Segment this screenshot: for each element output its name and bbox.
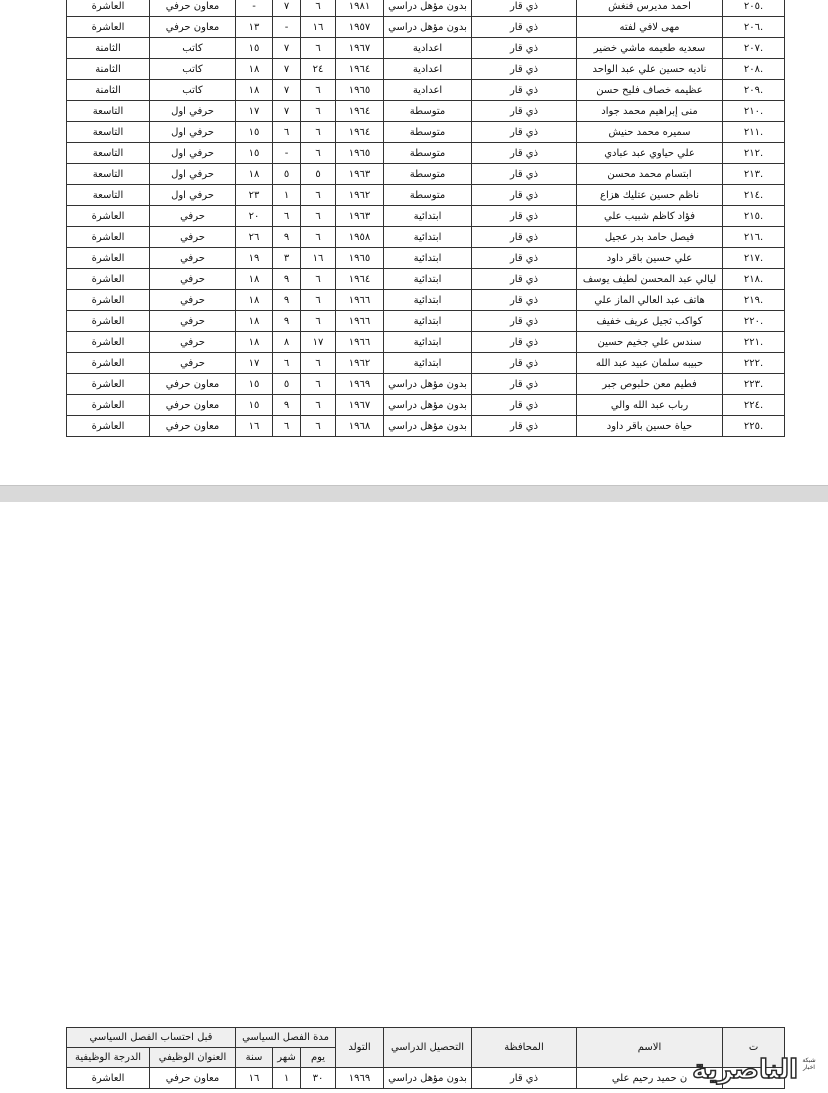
cell-months: - [273, 17, 301, 38]
cell-days: ٦ [301, 122, 336, 143]
cell-name: مهى لافي لفته [577, 17, 723, 38]
cell-index: ٢٠٦. [723, 17, 785, 38]
cell-grade: التاسعة [67, 185, 150, 206]
cell-months: ٧ [273, 59, 301, 80]
cell-grade: الثامنة [67, 59, 150, 80]
cell-education: بدون مؤهل دراسي [384, 374, 472, 395]
cell-days: ٦ [301, 269, 336, 290]
cell-name: ناظم حسين عتليك هزاع [577, 185, 723, 206]
cell-months: ٧ [273, 38, 301, 59]
cell-education: بدون مؤهل دراسي [384, 395, 472, 416]
cell-months: ٧ [273, 101, 301, 122]
watermark-text: الناصرية [692, 1055, 798, 1085]
cell-years: ١٨ [236, 332, 273, 353]
cell-birth-year: ١٩٦٤ [336, 269, 384, 290]
table-row [67, 101, 785, 122]
cell-job-title: حرفي اول [150, 185, 236, 206]
employees-table [66, 0, 785, 437]
table-row [67, 311, 785, 332]
cell-grade: العاشرة [67, 206, 150, 227]
cell-governorate: ذي قار [472, 101, 577, 122]
cell-days: ٥ [301, 164, 336, 185]
cell-grade: التاسعة [67, 164, 150, 185]
cell-days: ٦ [301, 185, 336, 206]
cell-index: ٢١٠. [723, 101, 785, 122]
cell-years: ١٨ [236, 164, 273, 185]
document-page-bottom [0, 502, 828, 1085]
cell-months: ٣ [273, 248, 301, 269]
cell-grade: العاشرة [67, 332, 150, 353]
cell-education: ابتدائية [384, 353, 472, 374]
cell-index: ٢٢١. [723, 332, 785, 353]
cell-education: اعدادية [384, 80, 472, 101]
cell-governorate: ذي قار [472, 269, 577, 290]
cell-index: ٢٢٥. [723, 416, 785, 437]
cell-birth-year: ١٩٦٦ [336, 311, 384, 332]
cell-name: فيصل حامد بدر عجيل [577, 227, 723, 248]
header-education: التحصيل الدراسي [384, 1028, 472, 1068]
cell-years: ٢٠ [236, 206, 273, 227]
table-row [67, 227, 785, 248]
cell-days: ٦ [301, 0, 336, 17]
cell-birth-year: ١٩٥٨ [336, 227, 384, 248]
cell-index: ٢٠٨. [723, 59, 785, 80]
table-row [67, 122, 785, 143]
cell-name: حبيبه سلمان عبيد عبد الله [577, 353, 723, 374]
cell-months: ٥ [273, 164, 301, 185]
cell-index: ٢٢٤. [723, 395, 785, 416]
cell-months: ٩ [273, 395, 301, 416]
table-row [67, 395, 785, 416]
header-dismissal-duration: مدة الفصل السياسي [236, 1028, 336, 1048]
cell-governorate: ذي قار [472, 248, 577, 269]
table-row [67, 0, 785, 17]
watermark-subtext: شبكة اخبار [802, 1057, 816, 1071]
cell-days: ٦ [301, 374, 336, 395]
header-index: ت [723, 1028, 785, 1068]
cell-birth-year: ١٩٨١ [336, 0, 384, 17]
cell-birth-year: ١٩٦٧ [336, 38, 384, 59]
cell-job-title: معاون حرفي [150, 1068, 236, 1089]
employees-table-body [67, 0, 785, 437]
cell-index: ٢٠٧. [723, 38, 785, 59]
page-separator [0, 485, 828, 503]
cell-grade: العاشرة [67, 311, 150, 332]
cell-name: ليالي عبد المحسن لطيف يوسف [577, 269, 723, 290]
cell-grade: العاشرة [67, 269, 150, 290]
cell-days: ٢٤ [301, 59, 336, 80]
cell-grade: العاشرة [67, 374, 150, 395]
cell-education: متوسطة [384, 164, 472, 185]
cell-birth-year: ١٩٦٢ [336, 185, 384, 206]
cell-education: متوسطة [384, 143, 472, 164]
cell-job-title: كاتب [150, 38, 236, 59]
cell-grade: العاشرة [67, 227, 150, 248]
cell-job-title: حرفي [150, 206, 236, 227]
cell-birth-year: ١٩٦٩ [336, 1068, 384, 1089]
cell-birth-year: ١٩٥٧ [336, 17, 384, 38]
cell-index: ٢١١. [723, 122, 785, 143]
cell-years: ٢٦ [236, 227, 273, 248]
cell-birth-year: ١٩٦٧ [336, 395, 384, 416]
cell-days: ٦ [301, 227, 336, 248]
cell-governorate: ذي قار [472, 0, 577, 17]
cell-job-title: حرفي اول [150, 122, 236, 143]
cell-index: ٢٢٣. [723, 374, 785, 395]
table-row [67, 332, 785, 353]
cell-days: ٦ [301, 416, 336, 437]
cell-years: - [236, 0, 273, 17]
table-row [67, 80, 785, 101]
cell-grade: العاشرة [67, 17, 150, 38]
cell-education: بدون مؤهل دراسي [384, 1068, 472, 1089]
cell-grade: العاشرة [67, 416, 150, 437]
table-row [67, 374, 785, 395]
cell-years: ١٥ [236, 395, 273, 416]
cell-education: بدون مؤهل دراسي [384, 0, 472, 17]
cell-job-title: حرفي [150, 290, 236, 311]
cell-days: ١٦ [301, 17, 336, 38]
cell-name: ن حميد رحيم علي [577, 1068, 723, 1089]
cell-months: ٩ [273, 227, 301, 248]
cell-index: ٢٠٥. [723, 0, 785, 17]
cell-job-title: حرفي اول [150, 101, 236, 122]
table-row [67, 206, 785, 227]
cell-education: بدون مؤهل دراسي [384, 17, 472, 38]
cell-years: ١٧ [236, 101, 273, 122]
cell-job-title: حرفي [150, 227, 236, 248]
cell-months: ١ [273, 185, 301, 206]
cell-governorate: ذي قار [472, 122, 577, 143]
cell-job-title: كاتب [150, 80, 236, 101]
cell-grade: العاشرة [67, 248, 150, 269]
cell-job-title: حرفي [150, 269, 236, 290]
cell-name: كواكب ثجيل عريف خفيف [577, 311, 723, 332]
cell-years: ١٥ [236, 143, 273, 164]
cell-months: ٩ [273, 290, 301, 311]
cell-years: ١٣ [236, 17, 273, 38]
cell-name: حياة حسين باقر داود [577, 416, 723, 437]
cell-name: فؤاد كاظم شبيب علي [577, 206, 723, 227]
cell-birth-year: ١٩٦٤ [336, 122, 384, 143]
cell-days: ٦ [301, 353, 336, 374]
cell-grade: التاسعة [67, 101, 150, 122]
table-row [67, 416, 785, 437]
cell-months: ٦ [273, 353, 301, 374]
cell-years: ١٦ [236, 416, 273, 437]
employees-table-continued [66, 1027, 785, 1089]
table-row [67, 38, 785, 59]
header-month: شهر [273, 1048, 301, 1068]
cell-days: ٦ [301, 395, 336, 416]
header-grade: الدرجة الوظيفية [67, 1048, 150, 1068]
cell-name: عظيمه خصاف فليح حسن [577, 80, 723, 101]
cell-grade: العاشرة [67, 1068, 150, 1089]
cell-governorate: ذي قار [472, 59, 577, 80]
cell-years: ٢٣ [236, 185, 273, 206]
cell-governorate: ذي قار [472, 227, 577, 248]
cell-index: ٢١٢. [723, 143, 785, 164]
cell-months: ٦ [273, 416, 301, 437]
cell-grade: العاشرة [67, 290, 150, 311]
header-name: الاسم [577, 1028, 723, 1068]
cell-months: ٦ [273, 122, 301, 143]
cell-months: ٨ [273, 332, 301, 353]
cell-governorate: ذي قار [472, 395, 577, 416]
cell-index: ٢٢٠. [723, 311, 785, 332]
header-before-political-dismissal: قبل احتساب الفصل السياسي [67, 1028, 236, 1048]
cell-name: علي حياوي عبد عبادي [577, 143, 723, 164]
cell-governorate: ذي قار [472, 332, 577, 353]
cell-years: ١٦ [236, 1068, 273, 1089]
cell-years: ١٨ [236, 290, 273, 311]
table-row [67, 248, 785, 269]
table-row [67, 1068, 785, 1089]
cell-years: ١٨ [236, 311, 273, 332]
cell-birth-year: ١٩٦٣ [336, 164, 384, 185]
cell-birth-year: ١٩٦٥ [336, 248, 384, 269]
cell-months: ٩ [273, 311, 301, 332]
cell-years: ١٨ [236, 80, 273, 101]
cell-name: رباب عبد الله والي [577, 395, 723, 416]
cell-years: ١٥ [236, 122, 273, 143]
cell-birth-year: ١٩٦٤ [336, 59, 384, 80]
cell-name: ابتسام محمد محسن [577, 164, 723, 185]
cell-grade: العاشرة [67, 0, 150, 17]
cell-months: ٧ [273, 80, 301, 101]
cell-years: ١٩ [236, 248, 273, 269]
header-job-title: العنوان الوظيفي [150, 1048, 236, 1068]
cell-governorate: ذي قار [472, 416, 577, 437]
document-page-top [0, 0, 828, 485]
cell-education: اعدادية [384, 59, 472, 80]
cell-years: ١٨ [236, 269, 273, 290]
cell-birth-year: ١٩٦٣ [336, 206, 384, 227]
cell-years: ١٧ [236, 353, 273, 374]
cell-education: ابتدائية [384, 290, 472, 311]
cell-education: متوسطة [384, 185, 472, 206]
cell-job-title: معاون حرفي [150, 0, 236, 17]
table-row [67, 59, 785, 80]
cell-name: احمد مديرس فنغش [577, 0, 723, 17]
cell-governorate: ذي قار [472, 353, 577, 374]
cell-years: ١٨ [236, 59, 273, 80]
cell-index: ٢١٩. [723, 290, 785, 311]
cell-education: ابتدائية [384, 332, 472, 353]
cell-birth-year: ١٩٦٩ [336, 374, 384, 395]
cell-education: ابتدائية [384, 311, 472, 332]
cell-days: ٦ [301, 38, 336, 59]
cell-days: ٦ [301, 311, 336, 332]
cell-job-title: حرفي اول [150, 143, 236, 164]
cell-job-title: حرفي اول [150, 164, 236, 185]
table-row [67, 164, 785, 185]
cell-governorate: ذي قار [472, 206, 577, 227]
cell-birth-year: ١٩٦٥ [336, 143, 384, 164]
cell-index: ٢١٤. [723, 185, 785, 206]
cell-birth-year: ١٩٦٦ [336, 290, 384, 311]
cell-job-title: معاون حرفي [150, 17, 236, 38]
cell-index: ٢١٥. [723, 206, 785, 227]
cell-name: علي حسين باقر داود [577, 248, 723, 269]
cell-months: ٦ [273, 206, 301, 227]
cell-education: ابتدائية [384, 227, 472, 248]
watermark-logo [688, 1053, 820, 1093]
cell-years: ١٥ [236, 38, 273, 59]
cell-job-title: كاتب [150, 59, 236, 80]
cell-grade: العاشرة [67, 353, 150, 374]
cell-days: ١٧ [301, 332, 336, 353]
cell-months: ٥ [273, 374, 301, 395]
table-row [67, 17, 785, 38]
cell-job-title: معاون حرفي [150, 374, 236, 395]
header-day: يوم [301, 1048, 336, 1068]
cell-governorate: ذي قار [472, 38, 577, 59]
cell-birth-year: ١٩٦٤ [336, 101, 384, 122]
header-year: سنة [236, 1048, 273, 1068]
table-row [67, 290, 785, 311]
cell-job-title: حرفي [150, 332, 236, 353]
cell-index: ٢١٦. [723, 227, 785, 248]
cell-days: ٦ [301, 80, 336, 101]
cell-governorate: ذي قار [472, 80, 577, 101]
cell-years: ١٥ [236, 374, 273, 395]
cell-index: ٢٠٩. [723, 80, 785, 101]
cell-job-title: معاون حرفي [150, 416, 236, 437]
cell-governorate: ذي قار [472, 17, 577, 38]
cell-governorate: ذي قار [472, 290, 577, 311]
cell-governorate: ذي قار [472, 1068, 577, 1089]
cell-name: ناديه حسين علي عبد الواحد [577, 59, 723, 80]
cell-grade: الثامنة [67, 38, 150, 59]
cell-index: ٢٢٢. [723, 353, 785, 374]
cell-job-title: حرفي [150, 353, 236, 374]
cell-days: ١٦ [301, 248, 336, 269]
cell-grade: العاشرة [67, 395, 150, 416]
table-row [67, 269, 785, 290]
table-row [67, 353, 785, 374]
cell-grade: التاسعة [67, 143, 150, 164]
cell-months: ١ [273, 1068, 301, 1089]
cell-name: منى إبراهيم محمد جواد [577, 101, 723, 122]
cell-education: بدون مؤهل دراسي [384, 416, 472, 437]
cell-education: اعدادية [384, 38, 472, 59]
cell-job-title: معاون حرفي [150, 395, 236, 416]
cell-birth-year: ١٩٦٦ [336, 332, 384, 353]
cell-education: متوسطة [384, 122, 472, 143]
cell-birth-year: ١٩٦٥ [336, 80, 384, 101]
cell-name: هاتف عبد العالي الماز علي [577, 290, 723, 311]
cell-days: ٦ [301, 143, 336, 164]
cell-days: ٣٠ [301, 1068, 336, 1089]
cell-governorate: ذي قار [472, 185, 577, 206]
cell-name: فطيم معن حلبوص جبر [577, 374, 723, 395]
cell-job-title: حرفي [150, 248, 236, 269]
cell-governorate: ذي قار [472, 164, 577, 185]
cell-birth-year: ١٩٦٢ [336, 353, 384, 374]
cell-education: ابتدائية [384, 206, 472, 227]
cell-education: متوسطة [384, 101, 472, 122]
cell-education: ابتدائية [384, 269, 472, 290]
cell-months: ٩ [273, 269, 301, 290]
cell-months: - [273, 143, 301, 164]
cell-days: ٦ [301, 290, 336, 311]
header-birth: التولد [336, 1028, 384, 1068]
table-row [67, 143, 785, 164]
cell-education: ابتدائية [384, 248, 472, 269]
header-governorate: المحافظة [472, 1028, 577, 1068]
cell-name: سندس علي جخيم حسين [577, 332, 723, 353]
cell-name: سعديه طعيمه ماشي خضير [577, 38, 723, 59]
table-row [67, 185, 785, 206]
cell-governorate: ذي قار [472, 311, 577, 332]
cell-birth-year: ١٩٦٨ [336, 416, 384, 437]
cell-governorate: ذي قار [472, 143, 577, 164]
cell-days: ٦ [301, 206, 336, 227]
cell-job-title: حرفي [150, 311, 236, 332]
cell-name: سميره محمد حنيش [577, 122, 723, 143]
cell-grade: الثامنة [67, 80, 150, 101]
cell-grade: التاسعة [67, 122, 150, 143]
cell-index: ٢١٨. [723, 269, 785, 290]
cell-index: ٢١٧. [723, 248, 785, 269]
cell-governorate: ذي قار [472, 374, 577, 395]
cell-days: ٦ [301, 101, 336, 122]
cell-index: ٢١٣. [723, 164, 785, 185]
cell-months: ٧ [273, 0, 301, 17]
